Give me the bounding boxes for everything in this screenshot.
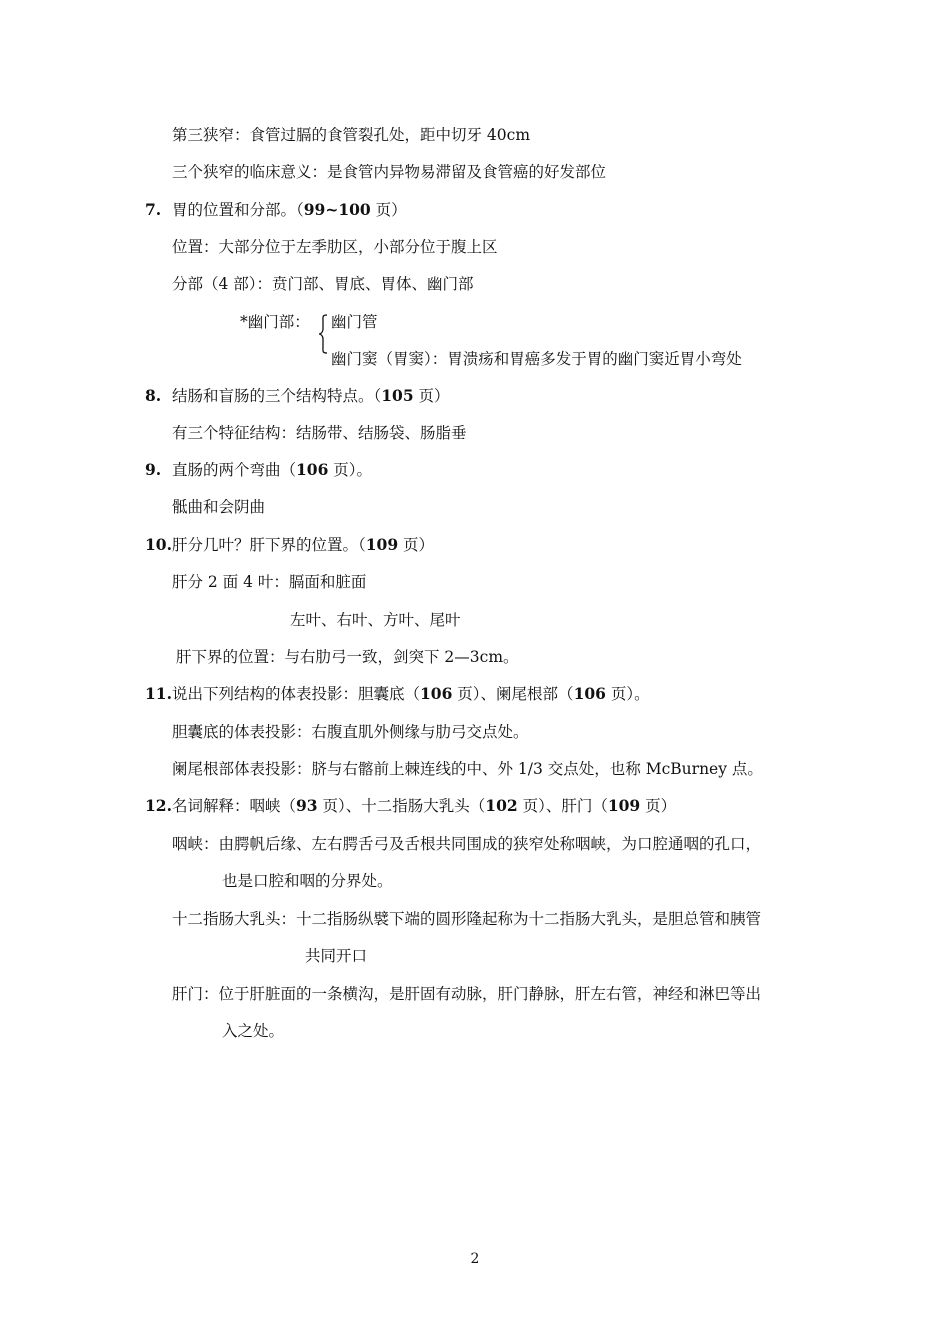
answer-line: 共同开口 [305, 947, 368, 965]
question-heading [172, 796, 676, 816]
answer-line: 胆囊底的体表投影：右腹直肌外侧缘与肋弓交点处。 [172, 723, 529, 741]
curly-brace-icon [318, 314, 328, 354]
question-number: 11. [145, 684, 172, 703]
pylorus-label: *幽门部： [240, 313, 310, 331]
answer-line: 也是口腔和咽的分界处。 [222, 872, 393, 890]
answer-line: 阑尾根部体表投影：脐与右髂前上棘连线的中、外 1/3 交点处，也称 McBurney 点。 [172, 760, 763, 778]
answer-line: 幽门窦（胃窦）：胃溃疡和胃癌多发于胃的幽门窦近胃小弯处 [331, 350, 742, 368]
answer-line: 有三个特征结构：结肠带、结肠袋、肠脂垂 [172, 424, 467, 442]
page-ref: 93 [296, 796, 318, 815]
question-text: 页）、十二指肠大乳头（ [317, 797, 486, 815]
answer-line: 咽峡：由腭帆后缘、左右腭舌弓及舌根共同围成的狭窄处称咽峡，为口腔通咽的孔口， [172, 835, 762, 853]
question-number: 9. [145, 460, 162, 479]
page-ref: 105 [381, 386, 414, 405]
page-ref: 106 [573, 684, 606, 703]
page-ref: 106 [420, 684, 453, 703]
answer-line: 肝下界的位置：与右肋弓一致，剑突下 2—3cm。 [176, 648, 519, 666]
answer-line: 分部（4 部）：贲门部、胃底、胃体、幽门部 [172, 275, 474, 293]
answer-line: 肝门：位于肝脏面的一条横沟，是肝固有动脉，肝门静脉，肝左右管，神经和淋巴等出 [172, 985, 762, 1003]
text-line: 三个狭窄的临床意义：是食管内异物易滞留及食管癌的好发部位 [172, 163, 607, 181]
question-text: 结肠和盲肠的三个结构特点。（ [172, 387, 382, 405]
answer-line: 位置：大部分位于左季肋区，小部分位于腹上区 [172, 238, 498, 256]
question-text: 页） [640, 797, 677, 815]
question-number: 7. [145, 200, 162, 219]
question-text: 肝分几叶？肝下界的位置。（ [172, 536, 366, 554]
answer-line: 骶曲和会阴曲 [172, 498, 266, 516]
question-text: 页） [370, 201, 407, 219]
question-heading [172, 460, 372, 480]
question-text: 页） [413, 387, 450, 405]
question-text: 直肠的两个弯曲（ [172, 461, 297, 479]
question-number: 10. [145, 535, 172, 554]
question-text: 名词解释：咽峡（ [172, 797, 297, 815]
page-number: 2 [470, 1251, 480, 1267]
question-heading [172, 386, 450, 406]
answer-line: 左叶、右叶、方叶、尾叶 [290, 611, 461, 629]
question-heading [172, 200, 407, 220]
answer-line: 幽门管 [331, 313, 378, 331]
text-line: 第三狭窄：食管过膈的食管裂孔处，距中切牙 40cm [172, 126, 531, 144]
page-ref: 106 [296, 460, 329, 479]
page-ref: 109 [607, 796, 641, 815]
question-text: 胃的位置和分部。（ [172, 201, 304, 219]
answer-line: 入之处。 [222, 1022, 285, 1040]
page-ref: 102 [485, 796, 518, 815]
question-text: 说出下列结构的体表投影：胆囊底（ [172, 685, 421, 703]
page-ref: 99~100 [303, 200, 371, 219]
question-text: 页）、肝门（ [517, 797, 608, 815]
question-heading [172, 684, 650, 704]
question-text: 页）。 [328, 461, 373, 479]
question-text: 页） [398, 536, 435, 554]
answer-line: 肝分 2 面 4 叶：膈面和脏面 [172, 573, 367, 591]
answer-line: 十二指肠大乳头：十二指肠纵襞下端的圆形隆起称为十二指肠大乳头，是胆总管和胰管 [172, 910, 762, 928]
question-number: 8. [145, 386, 162, 405]
page-ref: 109 [365, 535, 399, 554]
question-heading [172, 535, 434, 555]
question-text: 页）、阑尾根部（ [452, 685, 574, 703]
question-text: 页）。 [605, 685, 650, 703]
question-number: 12. [145, 796, 172, 815]
